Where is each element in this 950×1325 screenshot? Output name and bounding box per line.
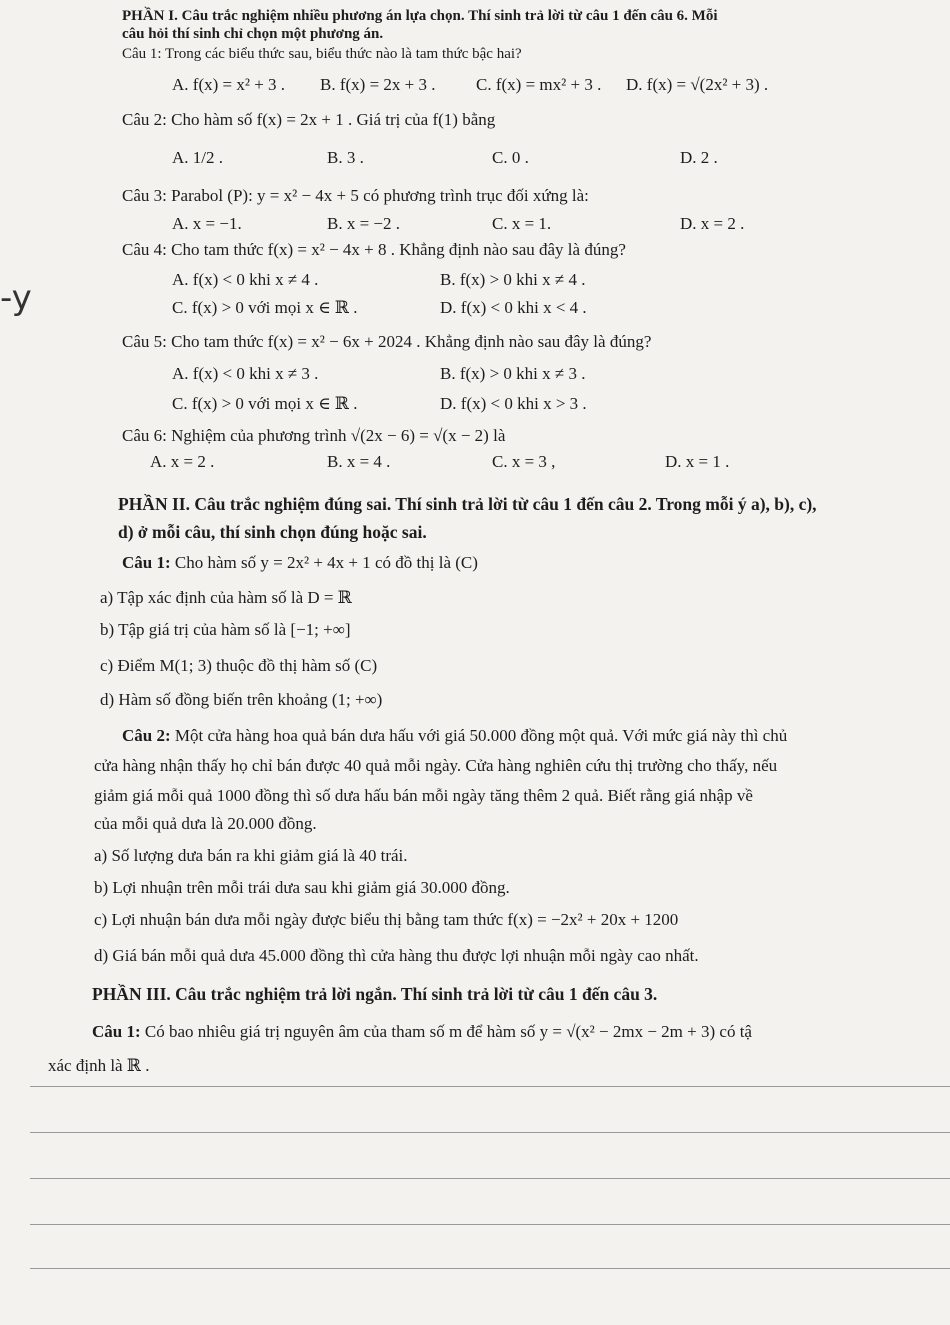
q6-option-c[interactable]: C. x = 3 , [492,452,556,471]
p2-q1-label: Câu 1: [122,553,171,572]
p2-q1-item-c[interactable]: c) Điểm M(1; 3) thuộc đồ thị hàm số (C) [100,656,378,675]
part1-title-cont: câu hỏi thí sinh chỉ chọn một phương án. [122,26,384,42]
q2-stem: Câu 2: Cho hàm số f(x) = 2x + 1 . Giá trị của f(1) bằng [122,110,496,129]
q5-option-d[interactable]: D. f(x) < 0 khi x > 3 . [440,394,587,413]
q1-option-c[interactable]: C. f(x) = mx² + 3 . [476,75,602,94]
answer-line-4[interactable] [30,1224,950,1225]
q1-option-b[interactable]: B. f(x) = 2x + 3 . [320,75,436,94]
p2-q2-text: Một cửa hàng hoa quả bán dưa hấu với giá 50.000 đồng một quả. Với mức giá này thì chủ [170,726,788,745]
p2-q1-stem [122,553,478,573]
q5-stem: Câu 5: Cho tam thức f(x) = x² − 6x + 2024 . Khẳng định nào sau đây là đúng? [122,332,652,351]
q3-option-d[interactable]: D. x = 2 . [680,214,745,233]
p3-q1-stem-line2: xác định là ℝ . [48,1056,150,1075]
q3-option-c[interactable]: C. x = 1. [492,214,552,233]
q4-option-d[interactable]: D. f(x) < 0 khi x < 4 . [440,298,587,317]
answer-line-3[interactable] [30,1178,950,1179]
q2-option-b[interactable]: B. 3 . [327,148,364,167]
margin-scribble: -y [0,278,32,318]
p2-q2-stem-line2: cửa hàng nhận thấy họ chỉ bán được 40 quả mỗi ngày. Cửa hàng nghiên cứu thị trường cho thấy, nếu [94,756,778,775]
q5-option-c[interactable]: C. f(x) > 0 với mọi x ∈ ℝ . [172,394,358,413]
q3-option-b[interactable]: B. x = −2 . [327,214,401,233]
q4-stem: Câu 4: Cho tam thức f(x) = x² − 4x + 8 . Khẳng định nào sau đây là đúng? [122,240,626,259]
q3-stem: Câu 3: Parabol (P): y = x² − 4x + 5 có phương trình trục đối xứng là: [122,186,589,205]
q1-option-d[interactable]: D. f(x) = √(2x² + 3) . [626,75,769,94]
p2-q2-item-d[interactable]: d) Giá bán mỗi quả dưa 45.000 đồng thì cửa hàng thu được lợi nhuận mỗi ngày cao nhất. [94,946,699,965]
p2-q2-stem-line1 [122,726,787,746]
q4-option-a[interactable]: A. f(x) < 0 khi x ≠ 4 . [172,270,319,289]
q1-option-a[interactable]: A. f(x) = x² + 3 . [172,75,286,94]
answer-line-1[interactable] [30,1086,950,1087]
q2-option-c[interactable]: C. 0 . [492,148,529,167]
p3-q1-stem-line1 [92,1022,752,1042]
p2-q1-item-d[interactable]: d) Hàm số đồng biến trên khoảng (1; +∞) [100,690,383,709]
p2-q2-stem-line4: của mỗi quả dưa là 20.000 đồng. [94,814,317,833]
p2-q2-label: Câu 2: [122,726,171,745]
part2-title: PHẦN II. Câu trắc nghiệm đúng sai. Thí sinh trả lời từ câu 1 đến câu 2. Trong mỗi ý a), b), c), [118,494,817,514]
q4-option-b[interactable]: B. f(x) > 0 khi x ≠ 4 . [440,270,586,289]
p2-q1-item-a[interactable]: a) Tập xác định của hàm số là D = ℝ [100,588,352,607]
q6-option-d[interactable]: D. x = 1 . [665,452,730,471]
p2-q2-item-a[interactable]: a) Số lượng dưa bán ra khi giảm giá là 40 trái. [94,846,408,865]
q6-option-b[interactable]: B. x = 4 . [327,452,391,471]
q2-option-a[interactable]: A. 1/2 . [172,148,223,167]
p2-q2-item-c[interactable]: c) Lợi nhuận bán dưa mỗi ngày được biểu thị bằng tam thức f(x) = −2x² + 20x + 1200 [94,910,679,929]
q5-option-a[interactable]: A. f(x) < 0 khi x ≠ 3 . [172,364,319,383]
p2-q2-item-b[interactable]: b) Lợi nhuận trên mỗi trái dưa sau khi giảm giá 30.000 đồng. [94,878,510,897]
answer-line-2[interactable] [30,1132,950,1133]
q1-stem: Câu 1: Trong các biểu thức sau, biểu thức nào là tam thức bậc hai? [122,46,522,62]
p3-q1-text: Có bao nhiêu giá trị nguyên âm của tham số m để hàm số y = √(x² − 2mx − 2m + 3) có tậ [140,1022,752,1041]
answer-line-5[interactable] [30,1268,950,1269]
q5-option-b[interactable]: B. f(x) > 0 khi x ≠ 3 . [440,364,586,383]
q2-option-d[interactable]: D. 2 . [680,148,718,167]
part2-title-cont: d) ở mỗi câu, thí sinh chọn đúng hoặc sai. [118,522,427,542]
p2-q2-stem-line3: giảm giá mỗi quả 1000 đồng thì số dưa hấu bán mỗi ngày tăng thêm 2 quả. Biết rằng giá nhập về [94,786,753,805]
p2-q1-text: Cho hàm số y = 2x² + 4x + 1 có đồ thị là (C) [170,553,478,572]
p3-q1-label: Câu 1: [92,1022,141,1041]
q3-option-a[interactable]: A. x = −1. [172,214,242,233]
q4-option-c[interactable]: C. f(x) > 0 với mọi x ∈ ℝ . [172,298,358,317]
q6-stem: Câu 6: Nghiệm của phương trình √(2x − 6) = √(x − 2) là [122,426,506,445]
part3-title: PHẦN III. Câu trắc nghiệm trả lời ngắn. Thí sinh trả lời từ câu 1 đến câu 3. [92,984,658,1004]
part1-title: PHẦN I. Câu trắc nghiệm nhiều phương án lựa chọn. Thí sinh trả lời từ câu 1 đến câu 6. Mỗi [122,8,718,24]
p2-q1-item-b[interactable]: b) Tập giá trị của hàm số là [−1; +∞] [100,620,351,639]
q6-option-a[interactable]: A. x = 2 . [150,452,215,471]
